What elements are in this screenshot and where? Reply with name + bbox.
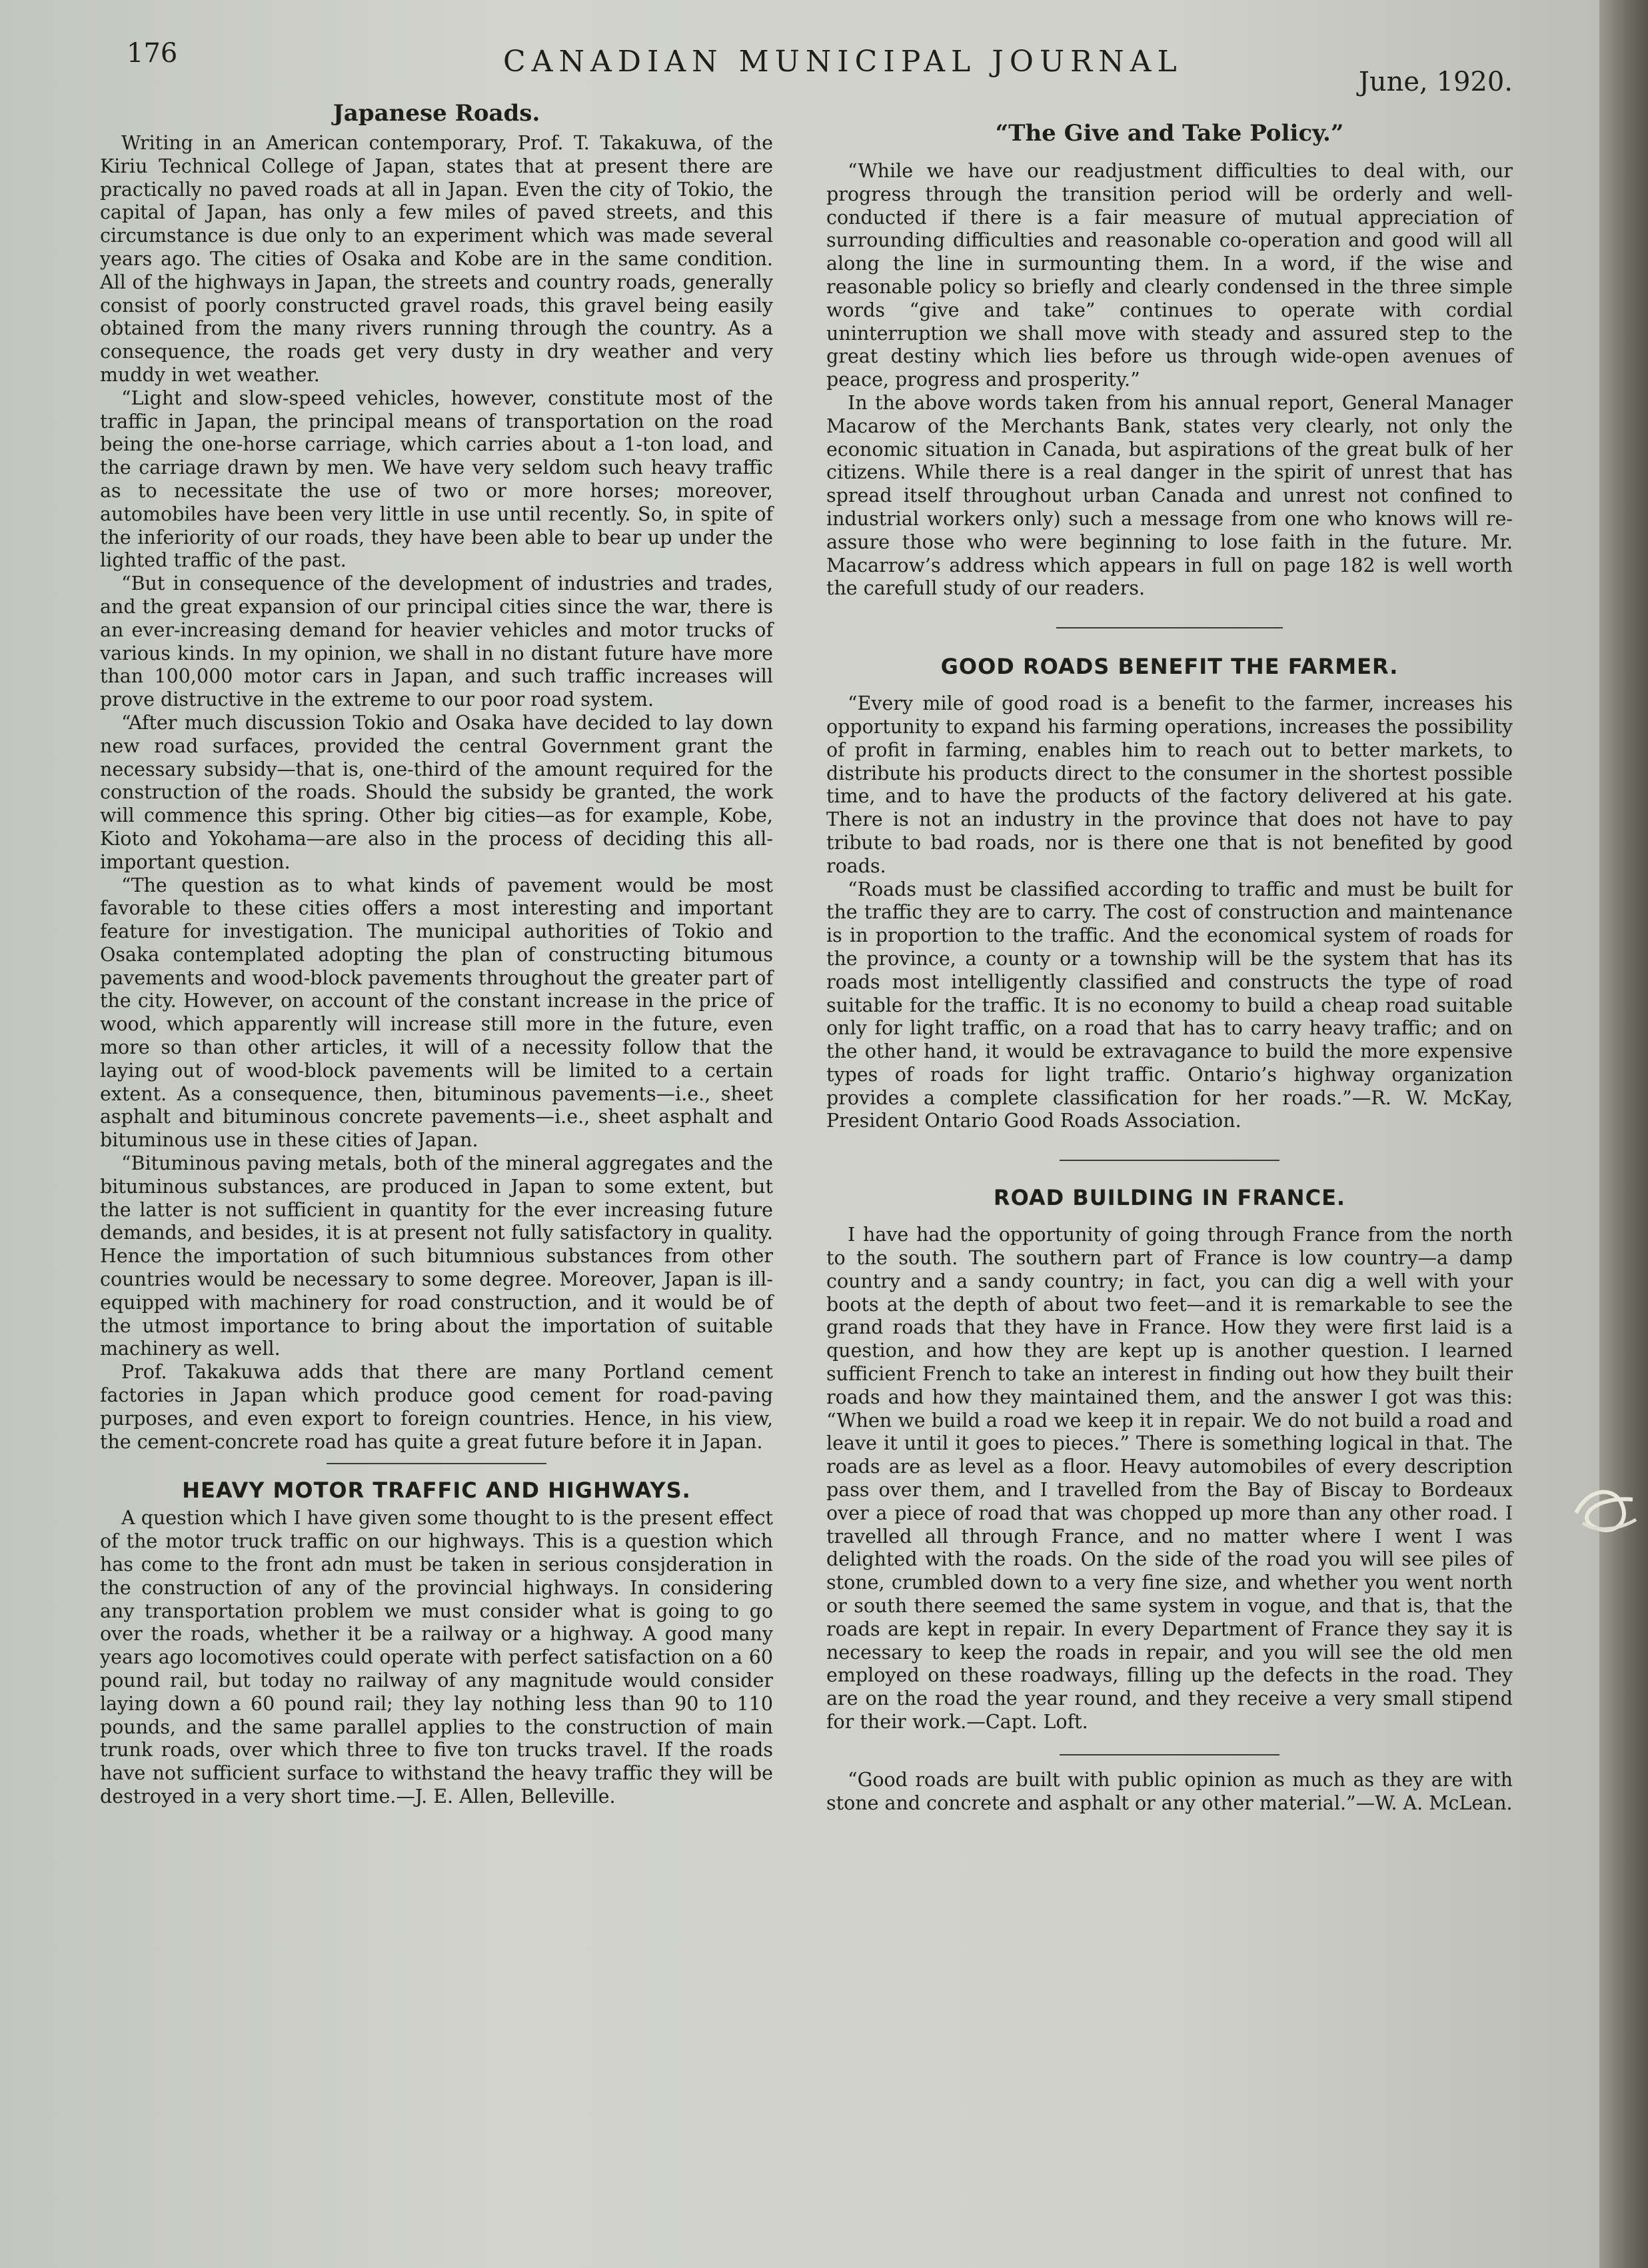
page-number: 176: [127, 38, 178, 69]
issue-date: June, 1920.: [1358, 67, 1513, 97]
paragraph: “Every mile of good road is a benefit to the farmer, increases his opportunity to expand his farming operations, increases the possibility of profit in farming, enables him to reach out to better markets, to distribute his products direct to the consumer in the shortest possible time, and to have the products of the factory delivered at his gate. There is not an industry in the province that does not have to pay tribute to bad roads, nor is there one that is not benefited by good roads.: [826, 692, 1513, 877]
right-column: [826, 120, 1513, 1815]
article-title-heavy-motor-traffic: HEAVY MOTOR TRAFFIC AND HIGHWAYS.: [182, 1478, 691, 1504]
page-binding-edge: [1599, 0, 1648, 2268]
paragraph: “After much discussion Tokio and Osaka have decided to lay down new road surfaces, provided the central Government grant the necessary subsidy—that is, one-third of the amount required for the construction of the roads. Should the subsidy be granted, the work will commence this spring. Other big cities—as for example, Kobe, Kioto and Yokohama—are also in the process of deciding this all-important question.: [100, 711, 773, 873]
paragraph: “While we have our readjustment difficulties to deal with, our progress through the transition period will be orderly and well-conducted if there is a fair measure of mutual appreciation of surrounding difficulties and reasonable co-operation and good will all along the line in surmounting them. In a word, if the wise and reasonable policy so briefly and clearly condensed in the three simple words “give and take” continues to operate with cordial uninterruption we shall move with steady and assured step to the great destiny which lies before us through wide-open avenues of peace, progress and prosperity.”: [826, 160, 1513, 391]
paragraph: “Light and slow-speed vehicles, however, constitute most of the traffic in Japan, the principal means of transportation on the road being the one-horse carriage, which carries about a 1-ton load, and the carriage drawn by men. We have very seldom such heavy traffic as to necessitate the use of two or more horses; moreover, automobiles have been very little in use until recently. So, in spite of the inferiority of our roads, they have been able to bear up under the lighted traffic of the past.: [100, 387, 773, 572]
journal-title: CANADIAN MUNICIPAL JOURNAL: [503, 45, 1183, 79]
paragraph: Prof. Takakuwa adds that there are many Portland cement factories in Japan which produce good cement for road-paving purposes, and even export to foreign countries. Hence, in his view, the cement-concrete road has quite a great future before it in Japan.: [100, 1361, 773, 1453]
page-header: [127, 30, 1513, 103]
paragraph: I have had the opportunity of going through France from the north to the south. The southern part of France is low country—a damp country and a sandy country; in fact, you can dig a well with your boots at the depth of about two feet—and it is remarkable to see the grand roads that they have in France. How they were first laid is a question, and how they are kept up is another question. I learned sufficient French to take an interest in finding out how they built their roads and how they maintained them, and the answer I got was this: “When we build a road we keep it in repair. We do not build a road and leave it until it goes to pieces.” There is something logical in that. The roads are as level as a floor. Heavy automobiles of every description pass over them, and I travelled from the Bay of Biscay to Bordeaux over a piece of road that was chopped up more than any other road. I travelled all through France, and no matter where I went I was delighted with the roads. On the side of the road you will see piles of stone, crumbled down to a very fine size, and whether you went north or south there seemed the same system in vogue, and that is, that the roads are kept in repair. In every Department of France they say it is necessary to keep the roads in repair, and you will see the old men employed on these roadways, filling up the defects in the road. They are on the road the year round, and they receive a very small stipend for their work.—Capt. Loft.: [826, 1224, 1513, 1733]
paragraph: “Roads must be classified according to traffic and must be built for the traffic they are to carry. The cost of construction and maintenance is in proportion to the traffic. And the economical system of roads for the province, a county or a township will be the system that has its roads most intelligently classified and constructs the type of road suitable for the traffic. It is no economy to build a cheap road suitable only for light traffic, on a road that has to carry heavy traffic; and on the other hand, it would be extravagance to build the more expensive types of roads for light traffic. Ontario’s highway organization provides a complete classification for her roads.”—R. W. McKay, President Ontario Good Roads Association.: [826, 878, 1513, 1132]
paragraph: Writing in an American contemporary, Prof. T. Takakuwa, of the Kiriu Technical College of Japan, states that at present there are practically no paved roads at all in Japan. Even the city of Tokio, the capital of Japan, has only a few miles of paved streets, and this circumstance is due only to an experiment which was made several years ago. The cities of Osaka and Kobe are in the same condition. All of the highways in Japan, the streets and country roads, generally consist of poorly constructed gravel roads, this gravel being easily obtained from the many rivers running through the country. As a consequence, the roads get very dusty in dry weather and very muddy in wet weather.: [100, 132, 773, 386]
paragraph: A question which I have given some thought to is the present effect of the motor truck traffic on our highways. This is a question which has come to the front adn must be taken in serious consjderation in the construction of any of the provincial highways. In considering any transportation problem we must consider what is going to go over the roads, whether it be a railway or a highway. A good many years ago locomotives could operate with perfect satisfaction on a 60 pound rail, but today no railway of any magnitude would consider laying down a 60 pound rail; they lay nothing less than 90 to 110 pounds, and the same parallel applies to the construction of main trunk roads, over which three to five ton trucks travel. If the roads have not sufficient surface to withstand the heavy traffic they will be destroyed in a very short time.—J. E. Allen, Belleville.: [100, 1507, 773, 1807]
paragraph: “Bituminous paving metals, both of the mineral aggregates and the bituminous substances, are produced in Japan to some extent, but the latter is not sufficient in quantity for the ever increasing future demands, and besides, it is at present not fully satisfactory in quality. Hence the importation of such bitumnious substances from other countries would be necessary to some degree. Moreover, Japan is ill-equipped with machinery for road construction, and it would be of the utmost importance to bring about the importation of suitable machinery as well.: [100, 1152, 773, 1360]
paragraph: “The question as to what kinds of pavement would be most favorable to these cities offers a most interesting and important feature for investigation. The municipal authorities of Tokio and Osaka contemplated adopting the plan of constructing bitumous pavements and wood-block pavements throughout the greater part of the city. However, on account of the constant increase in the price of wood, which apparently will increase still more in the future, even more so than other articles, it will of a necessity follow that the laying out of wood-block pavements will be limited to a certain extent. As a consequence, then, bituminous pavements—i.e., sheet asphalt and bituminous concrete pavements—i.e., sheet asphalt and bituminous use in these cities of Japan.: [100, 874, 773, 1152]
binding-thread-icon: [1569, 1473, 1643, 1546]
left-column: [100, 100, 773, 1809]
article-title-road-building-france: ROAD BUILDING IN FRANCE.: [993, 1185, 1346, 1211]
article-title-japanese-roads: Japanese Roads.: [333, 100, 540, 127]
article-title-give-and-take: “The Give and Take Policy.”: [995, 120, 1344, 147]
paragraph: “But in consequence of the development of industries and trades, and the great expansion of our principal cities since the war, there is an ever-increasing demand for heavier vehicles and motor trucks of various kinds. In my opinion, we shall in no distant future have more than 100,000 motor cars in Japan, and such traffic increases will prove distructive in the extreme to our poor road system.: [100, 572, 773, 711]
paragraph: In the above words taken from his annual report, General Manager Macarow of the Merchants Bank, states very clearly, not only the economic situation in Canada, but aspirations of the great bulk of her citizens. While there is a real danger in the spirit of unrest that has spread itself throughout urban Canada and unrest not confined to industrial workers only) such a message from one who knows will re-assure those who were beginning to lose faith in the future. Mr. Macarrow’s address which appears in full on page 182 is well worth the carefull study of our readers.: [826, 391, 1513, 600]
article-title-good-roads-farmer: GOOD ROADS BENEFIT THE FARMER.: [940, 654, 1399, 680]
closing-quote: “Good roads are built with public opinion as much as they are with stone and concrete and asphalt or any other material.”—W. A. McLean.: [826, 1768, 1513, 1814]
